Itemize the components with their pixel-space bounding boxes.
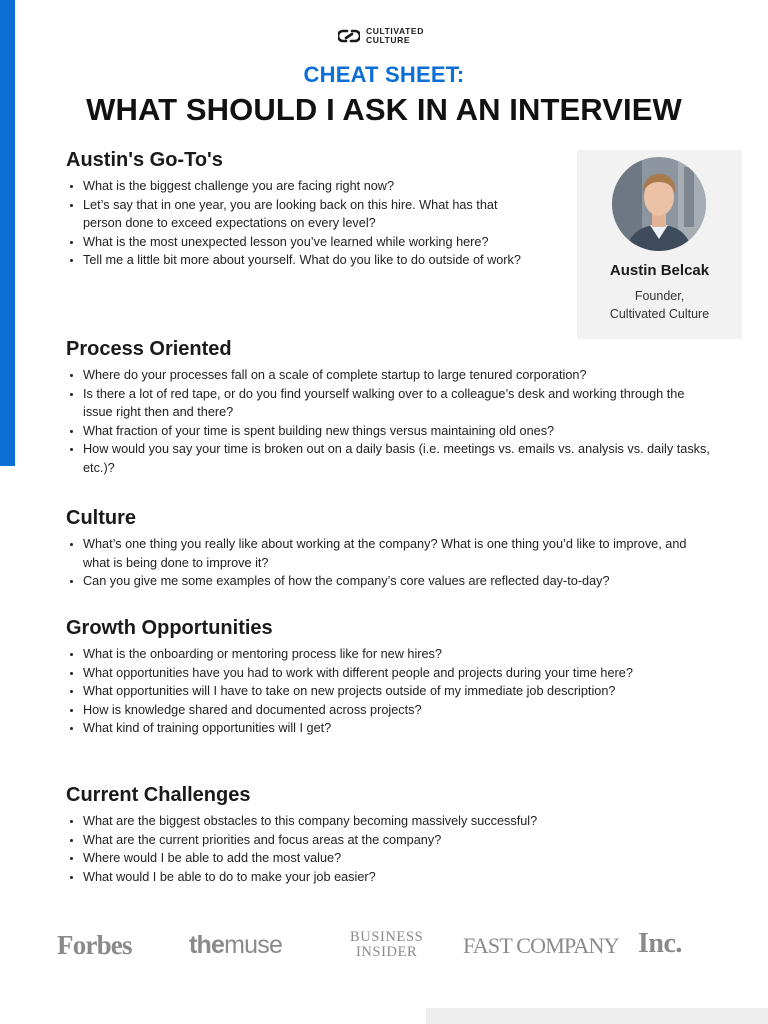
list-item: • What’s one thing you really like about working at the company? What is one thing you’d like to improve, and what is being done to improve it? [83, 535, 706, 572]
fast-company-logo: FAST COMPANY [463, 933, 619, 958]
question-list [66, 366, 716, 477]
section-process-oriented [66, 338, 716, 477]
business-insider-line-1: BUSINESS [350, 930, 424, 945]
profile-name: Austin Belcak [609, 262, 710, 279]
list-item: • Where do your processes fall on a scale of complete startup to large tenured corporation? [83, 366, 716, 385]
list-item: • Tell me a little bit more about yourself. What do you like to do outside of work? [83, 251, 536, 270]
list-item: • What fraction of your time is spent building new things versus maintaining old ones? [83, 422, 716, 441]
portrait-image [612, 157, 706, 251]
footer-strip [426, 1008, 768, 1024]
list-item: • What opportunities will I have to take on new projects outside of my immediate job description? [83, 682, 706, 701]
press-logos [0, 928, 768, 964]
section-go-tos [66, 149, 536, 270]
question-list [66, 177, 536, 270]
list-item: • Where would I be able to add the most value? [83, 849, 706, 868]
logo-line-2: CULTURE [366, 35, 411, 45]
list-item: • What is the most unexpected lesson you’ve learned while working here? [83, 233, 536, 252]
question-list [66, 812, 706, 886]
business-insider-line-2: INSIDER [355, 944, 418, 960]
list-item: • What is the onboarding or mentoring process like for new hires? [83, 645, 706, 664]
list-item: • Can you give me some examples of how the company’s core values are reflected day-to-day? [83, 572, 706, 591]
question-list [66, 535, 706, 591]
section-current-challenges [66, 784, 706, 886]
list-item: • What are the current priorities and focus areas at the company? [83, 831, 706, 850]
forbes-logo: Forbes [57, 930, 132, 960]
profile-card [577, 150, 742, 339]
list-item: • What opportunities have you had to work with different people and projects during your time here? [83, 664, 706, 683]
section-growth-opportunities [66, 617, 706, 738]
section-heading: Culture [66, 507, 136, 529]
avatar [612, 157, 706, 251]
list-item: • Let’s say that in one year, you are looking back on this hire. What has that person done to exceed expectations on every level? [83, 196, 536, 233]
kicker: CHEAT SHEET: [303, 62, 465, 87]
list-item: • How would you say your time is broken out on a daily basis (i.e. meetings vs. emails vs. analysis vs. daily tasks, etc.)? [83, 440, 716, 477]
themuse-logo-light: muse [224, 931, 283, 959]
themuse-logo [189, 931, 282, 960]
link-logo-icon [338, 28, 360, 44]
profile-role-line-1: Founder, [634, 289, 685, 303]
section-heading: Austin's Go-To's [66, 149, 223, 171]
list-item: • What kind of training opportunities will I get? [83, 719, 706, 738]
section-heading: Current Challenges [66, 784, 251, 806]
question-list [66, 645, 706, 738]
list-item: • Is there a lot of red tape, or do you find yourself walking over to a colleague’s desk and working through the issue right then and there? [83, 385, 716, 422]
page-title: WHAT SHOULD I ASK IN AN INTERVIEW [86, 92, 682, 127]
business-insider-logo [350, 930, 423, 961]
section-culture [66, 507, 706, 591]
inc-logo: Inc. [638, 928, 682, 959]
section-heading: Growth Opportunities [66, 617, 273, 639]
cultivated-culture-logo [338, 27, 424, 45]
themuse-logo-bold: the [189, 931, 225, 959]
list-item: • How is knowledge shared and documented across projects? [83, 701, 706, 720]
list-item: • What is the biggest challenge you are facing right now? [83, 177, 536, 196]
profile-role-line-2: Cultivated Culture [609, 307, 710, 321]
list-item: • What would I be able to do to make your job easier? [83, 868, 706, 887]
section-heading: Process Oriented [66, 338, 232, 360]
profile-role [577, 287, 742, 323]
list-item: • What are the biggest obstacles to this company becoming massively successful? [83, 812, 706, 831]
logo-line-1: CULTIVATED [366, 26, 424, 36]
